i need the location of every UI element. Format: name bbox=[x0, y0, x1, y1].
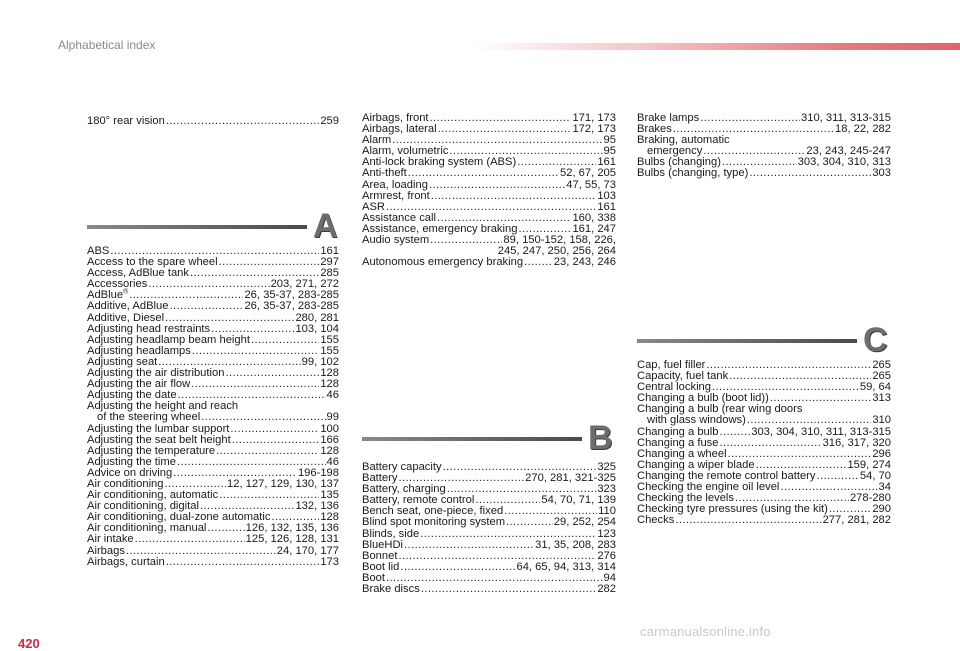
leader-dots bbox=[251, 335, 319, 346]
section-letter-a: A bbox=[313, 207, 338, 245]
index-term-text: Autonomous emergency braking bbox=[362, 256, 524, 269]
index-term-text: Changing a bulb bbox=[637, 425, 719, 438]
index-pages: 64, 65, 94, 313, 314 bbox=[516, 560, 616, 573]
leader-dots bbox=[192, 346, 319, 357]
index-pages: 95 bbox=[603, 134, 616, 147]
index-pages: 155 bbox=[320, 333, 339, 346]
index-term-text: Capacity, fuel tank bbox=[637, 370, 729, 383]
index-term-text: ASR bbox=[362, 200, 386, 213]
index-term-text: AdBlue bbox=[87, 289, 124, 302]
index-pages: 310 bbox=[872, 414, 891, 427]
index-term-text: Changing a wiper blade bbox=[637, 458, 755, 471]
index-pages: 159, 274 bbox=[847, 458, 891, 471]
section-letter-c: C bbox=[863, 321, 888, 359]
index-term bbox=[87, 116, 165, 127]
index-pages: 12, 127, 129, 130, 137 bbox=[227, 477, 339, 490]
index-term-text: Adjusting the temperature bbox=[87, 444, 216, 457]
index-term bbox=[362, 584, 420, 595]
index-pages: 310, 311, 313-315 bbox=[801, 112, 891, 124]
leader-dots bbox=[191, 379, 319, 390]
index-term bbox=[87, 557, 165, 568]
index-term-text: Armrest, front bbox=[362, 189, 430, 202]
index-pages: 161 bbox=[320, 245, 339, 257]
index-term-text: Blind spot monitoring system bbox=[362, 516, 506, 529]
index-term-text: Accessories bbox=[87, 278, 148, 291]
index-term-text: BlueHDi bbox=[362, 538, 404, 551]
index-pages: 128 bbox=[320, 378, 339, 391]
index-term-text: Air conditioning, dual-zone automatic bbox=[87, 511, 271, 524]
index-pages: 100 bbox=[320, 422, 339, 435]
index-entry bbox=[87, 116, 339, 127]
index-pages: 161 bbox=[597, 156, 616, 169]
index-pages: 160, 338 bbox=[572, 211, 616, 224]
index-pages: 313 bbox=[872, 392, 891, 405]
index-pages: 31, 35, 208, 283 bbox=[535, 538, 616, 551]
index-pages: 196-198 bbox=[297, 466, 339, 479]
index-term-text: Alarm bbox=[362, 134, 392, 147]
index-entry bbox=[637, 168, 891, 179]
index-term-text: Boot lid bbox=[362, 560, 400, 573]
index-term-text: Air conditioning bbox=[87, 477, 164, 490]
index-pages: 128 bbox=[320, 444, 339, 457]
leader-dots bbox=[747, 415, 871, 426]
leader-dots bbox=[430, 235, 502, 246]
leader-dots bbox=[421, 584, 597, 595]
index-pages: 103, 104 bbox=[295, 322, 339, 335]
index-term-text: Additive, AdBlue bbox=[87, 300, 169, 313]
index-term-text: Changing a bulb (rear wing doors bbox=[637, 403, 803, 416]
leader-dots bbox=[216, 446, 319, 457]
index-pages: 132, 136 bbox=[295, 500, 339, 513]
section-letter-b: B bbox=[588, 419, 613, 457]
section-heading-a bbox=[87, 207, 339, 245]
index-term-text: Changing a wheel bbox=[637, 447, 727, 460]
index-term-text: Adjusting head restraints bbox=[87, 322, 211, 335]
index-term-text: Checking the levels bbox=[637, 492, 735, 505]
index-pages: 303, 304, 310, 311, 313-315 bbox=[751, 425, 891, 438]
index-term-text: Adjusting the air distribution bbox=[87, 367, 225, 380]
index-term-text: ABS bbox=[87, 245, 110, 257]
index-term bbox=[362, 257, 523, 268]
index-entry bbox=[362, 191, 616, 202]
leader-dots bbox=[230, 424, 319, 435]
index-pages: 285 bbox=[320, 267, 339, 280]
index-term-text: Adjusting the time bbox=[87, 455, 176, 468]
index-pages: 282 bbox=[597, 583, 616, 596]
index-term-text: Battery bbox=[362, 472, 398, 485]
index-entry bbox=[362, 540, 616, 551]
leader-dots bbox=[400, 562, 515, 573]
index-term-text: Adjusting the date bbox=[87, 389, 177, 402]
index-pages: 303 bbox=[872, 167, 891, 180]
index-pages: 103 bbox=[597, 189, 616, 202]
index-term-text: Battery capacity bbox=[362, 461, 442, 473]
page-header-title: Alphabetical index bbox=[58, 38, 156, 52]
index-pages: 171, 173 bbox=[572, 112, 616, 124]
index-term-text: Bonnet bbox=[362, 549, 398, 562]
index-term-text: Alarm, volumetric bbox=[362, 145, 449, 158]
index-pages: 265 bbox=[872, 370, 891, 383]
index-term-text: Battery, charging bbox=[362, 483, 446, 496]
index-term-text: Changing a bulb (boot lid)) bbox=[637, 392, 769, 405]
index-term-text: Bulbs (changing, type) bbox=[637, 167, 749, 180]
section-heading-c bbox=[637, 321, 891, 359]
index-term-text: Adjusting headlamps bbox=[87, 344, 191, 357]
leader-dots bbox=[430, 113, 572, 124]
index-pages: 26, 35-37, 283-285 bbox=[244, 300, 339, 313]
index-pages: 325 bbox=[597, 461, 616, 473]
index-term-text: Access to the spare wheel bbox=[87, 256, 218, 269]
index-term-text: Air intake bbox=[87, 533, 134, 546]
index-term-text: Additive, Diesel bbox=[87, 311, 165, 324]
index-term-text: Checks bbox=[637, 514, 675, 527]
index-term-text: Brake discs bbox=[362, 583, 420, 596]
index-pages: 46 bbox=[326, 389, 339, 402]
index-pages: 166 bbox=[320, 433, 339, 446]
index-pages: 18, 22, 282 bbox=[835, 123, 891, 136]
index-term-text: Checking tyre pressures (using the kit) bbox=[637, 503, 828, 516]
index-term-text: Adjusting the air flow bbox=[87, 378, 191, 391]
index-entry bbox=[362, 124, 616, 135]
leader-dots bbox=[438, 124, 572, 135]
index-pages: 54, 70, 71, 139 bbox=[541, 494, 616, 507]
leader-dots bbox=[207, 523, 244, 534]
index-pages: 95 bbox=[603, 145, 616, 158]
index-term-text: with glass windows) bbox=[647, 414, 746, 427]
leader-dots bbox=[719, 438, 821, 449]
index-term-text: Air conditioning, manual bbox=[87, 522, 207, 535]
index-pages: 265 bbox=[872, 359, 891, 371]
index-pages: 46 bbox=[326, 455, 339, 468]
index-pages: 277, 281, 282 bbox=[822, 514, 891, 527]
index-term-text: Braking, automatic bbox=[637, 134, 730, 147]
index-pages: 99 bbox=[326, 411, 339, 424]
index-pages: 24, 170, 177 bbox=[276, 544, 339, 557]
index-term-text: Audio system bbox=[362, 234, 430, 247]
leader-dots bbox=[225, 368, 319, 379]
index-pages: 155 bbox=[320, 344, 339, 357]
index-pages: 316, 317, 320 bbox=[822, 436, 891, 449]
leader-dots bbox=[706, 360, 871, 371]
index-pages: 135 bbox=[320, 489, 339, 502]
index-term bbox=[362, 235, 429, 246]
index-pages: 173 bbox=[320, 555, 339, 568]
section-rule bbox=[87, 225, 307, 229]
index-list-c-col3 bbox=[637, 360, 891, 526]
leader-dots bbox=[408, 168, 559, 179]
index-pages: 296 bbox=[872, 447, 891, 460]
leader-dots bbox=[429, 180, 565, 191]
registered-mark: ® bbox=[123, 288, 129, 296]
index-pages: 47, 55, 73 bbox=[566, 178, 616, 191]
index-pages: 270, 281, 321-325 bbox=[525, 472, 616, 485]
index-pages: 278-280 bbox=[849, 492, 891, 505]
leader-dots bbox=[219, 257, 320, 268]
index-term-text: Blinds, side bbox=[362, 527, 420, 540]
index-pages: 303, 304, 310, 313 bbox=[797, 156, 891, 169]
leader-dots bbox=[675, 515, 821, 526]
leader-dots bbox=[729, 371, 871, 382]
index-list-b-col2 bbox=[362, 462, 616, 595]
index-pages: 245, 247, 250, 256, 264 bbox=[497, 245, 616, 258]
index-entry bbox=[362, 257, 616, 268]
index-pages: 29, 252, 254 bbox=[553, 516, 616, 529]
index-term-text: Adjusting the height and reach bbox=[87, 400, 239, 413]
index-pages: 323 bbox=[597, 483, 616, 496]
index-pages: 203, 271, 272 bbox=[270, 278, 339, 291]
index-term-text: Central locking bbox=[637, 381, 711, 394]
index-term-text: Bench seat, one-piece, fixed bbox=[362, 505, 504, 518]
index-pages: 34 bbox=[878, 481, 891, 494]
index-term-text: Advice on driving bbox=[87, 466, 173, 479]
leader-dots bbox=[749, 168, 871, 179]
index-pages: 125, 126, 128, 131 bbox=[245, 533, 339, 546]
leader-dots bbox=[700, 113, 800, 124]
index-term-text: Adjusting seat bbox=[87, 355, 158, 368]
index-term-text: Bulbs (changing) bbox=[637, 156, 721, 169]
index-term-text: Assistance call bbox=[362, 211, 436, 224]
leader-dots bbox=[404, 540, 534, 551]
leader-dots bbox=[169, 301, 243, 312]
leader-dots bbox=[431, 191, 597, 202]
index-term-text: Airbags, front bbox=[362, 112, 429, 124]
leader-dots bbox=[166, 116, 319, 127]
index-list-intro bbox=[87, 116, 339, 127]
index-pages: 89, 150-152, 158, 226, bbox=[503, 234, 616, 247]
index-pages: 276 bbox=[597, 549, 616, 562]
index-entry bbox=[87, 557, 339, 568]
leader-dots bbox=[232, 435, 320, 446]
index-term-text: Cap, fuel filler bbox=[637, 359, 706, 371]
index-term-text: Assistance, emergency braking bbox=[362, 222, 518, 235]
index-term-text: Anti-theft bbox=[362, 167, 407, 180]
index-term-text: emergency bbox=[647, 145, 703, 158]
index-term-text: Air conditioning, automatic bbox=[87, 489, 219, 502]
index-pages: 59, 64 bbox=[859, 381, 891, 394]
leader-dots bbox=[135, 534, 245, 545]
section-heading-b bbox=[362, 419, 616, 457]
section-rule bbox=[362, 437, 582, 441]
leader-dots bbox=[420, 529, 596, 540]
index-term-text: Changing the remote control battery bbox=[637, 469, 816, 482]
page-number: 420 bbox=[18, 636, 40, 651]
index-pages: 259 bbox=[320, 115, 339, 127]
index-term-text: Changing a fuse bbox=[637, 436, 719, 449]
index-term-text: 180° rear vision bbox=[87, 115, 165, 127]
index-entry bbox=[362, 584, 616, 595]
index-term-text: Area, loading bbox=[362, 178, 428, 191]
leader-dots bbox=[720, 427, 751, 438]
leader-dots bbox=[816, 471, 858, 482]
index-entry bbox=[637, 515, 891, 526]
index-term-text: Airbags, curtain bbox=[87, 555, 165, 568]
leader-dots bbox=[506, 517, 553, 528]
index-term-text: of the steering wheel bbox=[97, 411, 201, 424]
watermark: carmanualsonline.info bbox=[640, 624, 771, 639]
index-pages: 290 bbox=[872, 503, 891, 516]
index-pages: 123 bbox=[597, 527, 616, 540]
index-term-text: Access, AdBlue tank bbox=[87, 267, 189, 280]
index-term-text: Air conditioning, digital bbox=[87, 500, 199, 513]
index-pages: 99, 102 bbox=[301, 355, 339, 368]
leader-dots bbox=[166, 557, 320, 568]
index-term-text: Adjusting headlamp beam height bbox=[87, 333, 250, 346]
header-accent-bar bbox=[470, 43, 960, 50]
index-term-text: Battery, remote control bbox=[362, 494, 475, 507]
index-term-text: Airbags, lateral bbox=[362, 123, 437, 136]
index-pages: 94 bbox=[603, 571, 616, 584]
section-rule bbox=[637, 339, 857, 343]
index-term-text: Adjusting the seat belt height bbox=[87, 433, 231, 446]
index-list-a-col1 bbox=[87, 246, 339, 568]
index-pages: 161 bbox=[597, 200, 616, 213]
index-term-text: Checking the engine oil level bbox=[637, 481, 780, 494]
index-pages: 54, 70 bbox=[859, 469, 891, 482]
index-term-text: Airbags bbox=[87, 544, 125, 557]
index-term-text: Brake lamps bbox=[637, 112, 700, 124]
index-pages: 110 bbox=[598, 505, 616, 518]
index-pages: 297 bbox=[320, 256, 339, 269]
index-entry bbox=[362, 562, 616, 573]
index-pages: 280, 281 bbox=[295, 311, 339, 324]
index-pages: 128 bbox=[320, 511, 339, 524]
index-term-text: Boot bbox=[362, 571, 386, 584]
index-pages: 161, 247 bbox=[572, 222, 616, 235]
index-list-b-col3 bbox=[637, 113, 891, 180]
index-term-text: Brakes bbox=[637, 123, 672, 136]
index-term-text: Anti-lock braking system (ABS) bbox=[362, 156, 517, 169]
index-term bbox=[637, 515, 674, 526]
index-pages: 128 bbox=[320, 367, 339, 380]
index-pages: 23, 243, 246 bbox=[553, 256, 616, 269]
index-term-text: Adjusting the lumbar support bbox=[87, 422, 230, 435]
index-pages: 126, 132, 135, 136 bbox=[245, 522, 339, 535]
index-term bbox=[637, 168, 748, 179]
index-pages: 172, 173 bbox=[572, 123, 616, 136]
index-list-a-col2 bbox=[362, 113, 616, 268]
index-pages: 26, 35-37, 283-285 bbox=[244, 289, 339, 302]
index-pages: 23, 243, 245-247 bbox=[806, 145, 891, 158]
leader-dots bbox=[524, 257, 553, 268]
index-pages: 52, 67, 205 bbox=[560, 167, 616, 180]
